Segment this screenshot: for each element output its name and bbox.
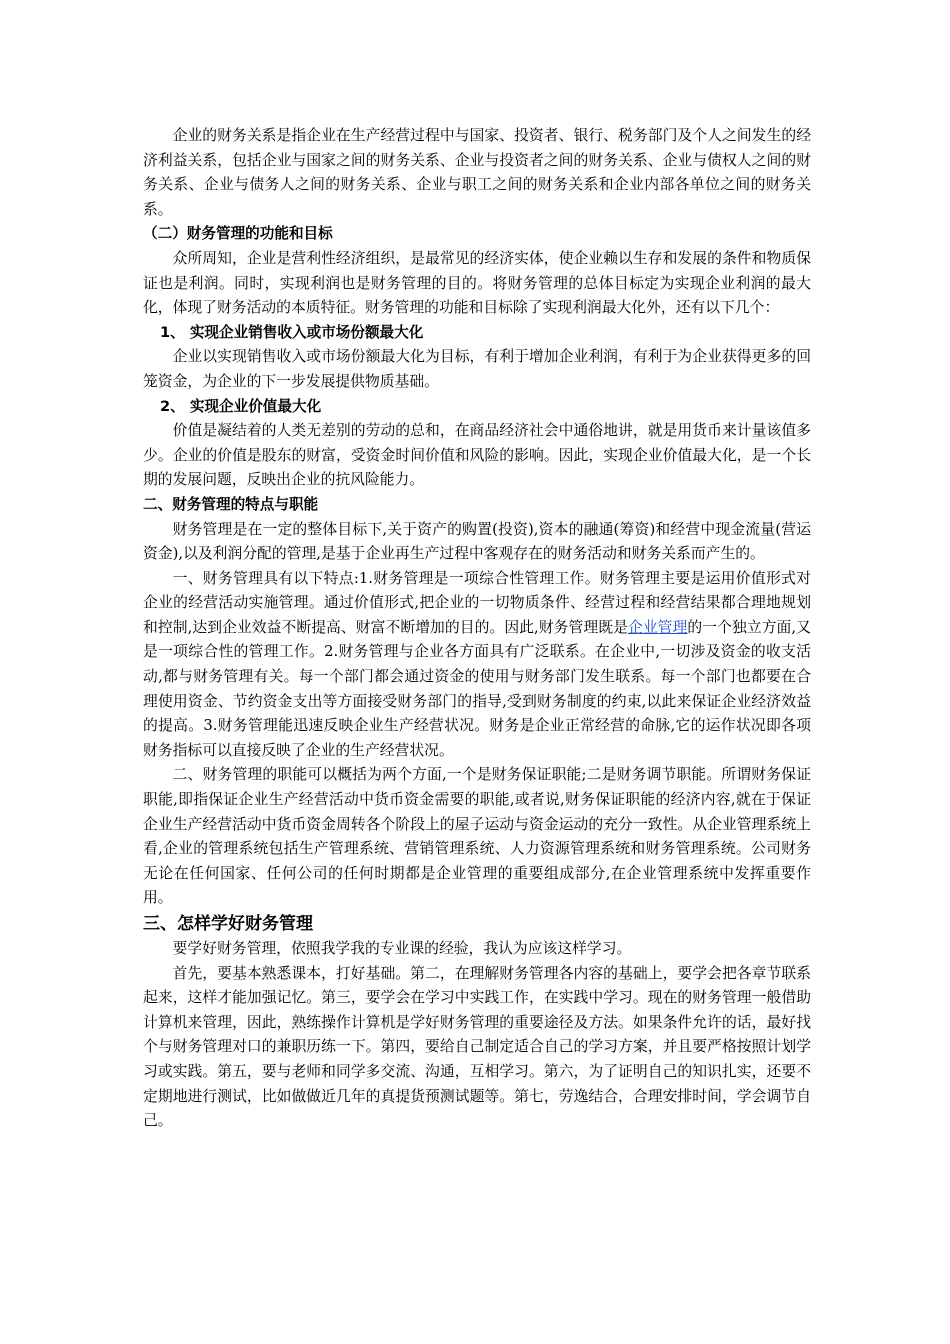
heading-section-two: 二、财务管理的特点与职能	[143, 495, 319, 513]
characteristics-text-end: 的一个独立方面,又是一项综合性的管理工作。2.财务管理与企业各方面具有广泛联系。在企业中,一切涉及资金的收支活动,都与财务管理有关。每一个部门都会通过资金的使用与财务部门发生联系。每一个部门也都要在合理使用资金、节约资金支出等方面接受财务部门的指导,受到财务制度的约束,以此来保证企业经济效益的提高。3.财务管理能迅速反映企业生产经营状况。财务是企业正常经营的命脉,它的运作状况即各项财务指标可以直接反映了企业的生产经营状况。	[143, 618, 811, 759]
paragraph-functions: 二、财务管理的职能可以概括为两个方面,一个是财务保证职能;二是财务调节职能。所谓财务保证职能,即指保证企业生产经营活动中货币资金需要的职能,或者说,财务保证职能的经济内容,就在于保证企业生产经营活动中货币资金周转各个阶段上的屋子运动与资金运动的充分一致性。从企业管理系统上看,企业的管理系统包括生产管理系统、营销管理系统、人力资源管理系统和财务管理系统。公司财务无论在任何国家、任何公司的任何时期都是企业管理的重要组成部分,在企业管理系统中发挥重要作用。	[143, 766, 811, 907]
paragraph-study-intro: 要学好财务管理，依照我学我的专业课的经验，我认为应该这样学习。	[172, 940, 632, 957]
enterprise-management-link[interactable]: 企业管理	[627, 618, 688, 636]
paragraph-study-methods: 首先，要基本熟悉课本，打好基础。第二，在理解财务管理各内容的基础上，要学会把各章节联系起来，这样才能加强记忆。第三，要学会在学习中实践工作，在实践中学习。现在的财务管理一般借助计算机来管理，因此，熟练操作计算机是学好财务管理的重要途径及方法。如果条件允许的话，最好找个与财务管理对口的兼职历练一下。第四，要给自己制定适合自己的学习方案，并且要严格按照计划学习或实践。第五，要与老师和同学多交流、沟通，互相学习。第六，为了证明自己的知识扎实，还要不定期地进行测试，比如做做近几年的真提货预测试题等。第七，劳逸结合，合理安排时间，学会调节自己。	[143, 964, 811, 1130]
paragraph-profit-goal: 众所周知，企业是营利性经济组织，是最常见的经济实体，使企业赖以生存和发展的条件和物质保证也是利润。同时，实现利润也是财务管理的目的。将财务管理的总体目标定为实现企业利润的最大化，体现了财务活动的本质特征。财务管理的功能和目标除了实现利润最大化外，还有以下几个：	[143, 249, 811, 317]
document-body	[143, 124, 811, 1134]
heading-goal-sales: 1、 实现企业销售收入或市场份额最大化	[160, 323, 424, 341]
paragraph-financial-relations: 企业的财务关系是指企业在生产经营过程中与国家、投资者、银行、税务部门及个人之间发生的经济利益关系，包括企业与国家之间的财务关系、企业与投资者之间的财务关系、企业与债权人之间的财务关系、企业与债务人之间的财务关系、企业与职工之间的财务关系和企业内部各单位之间的财务关系。	[143, 127, 811, 218]
heading-section-three: 三、怎样学好财务管理	[143, 914, 313, 934]
paragraph-value-goal: 价值是凝结着的人类无差别的劳动的总和，在商品经济社会中通俗地讲，就是用货币来计量该值多少。企业的价值是股东的财富，受资金时间价值和风险的影响。因此，实现企业价值最大化，是一个长期的发展问题，反映出企业的抗风险能力。	[143, 422, 811, 489]
heading-functions-and-goals: （二）财务管理的功能和目标	[143, 225, 333, 243]
characteristics-text-start: 一、财务管理具有以下特点:1.财务管理是一项综合性管理工作。财务管理主要是运用价值形式对企业的经营活动实施管理。通过价值形式,把企业的一切物质条件、经营过程和经营结果都合理地规划和控制,达到企业效益不断提高、财富不断增加的目的。因此,财务管理既是	[143, 569, 811, 636]
paragraph-sales-goal: 企业以实现销售收入或市场份额最大化为目标，有利于增加企业利润，有利于为企业获得更多的回笼资金，为企业的下一步发展提供物质基础。	[143, 348, 811, 390]
paragraph-characteristics	[143, 567, 811, 764]
heading-goal-value: 2、 实现企业价值最大化	[160, 397, 322, 415]
paragraph-financial-management-definition: 财务管理是在一定的整体目标下,关于资产的购置(投资),资本的融通(筹资)和经营中现金流量(营运资金),以及利润分配的管理,是基于企业再生产过程中客观存在的财务活动和财务关系而产生的。	[143, 520, 811, 563]
